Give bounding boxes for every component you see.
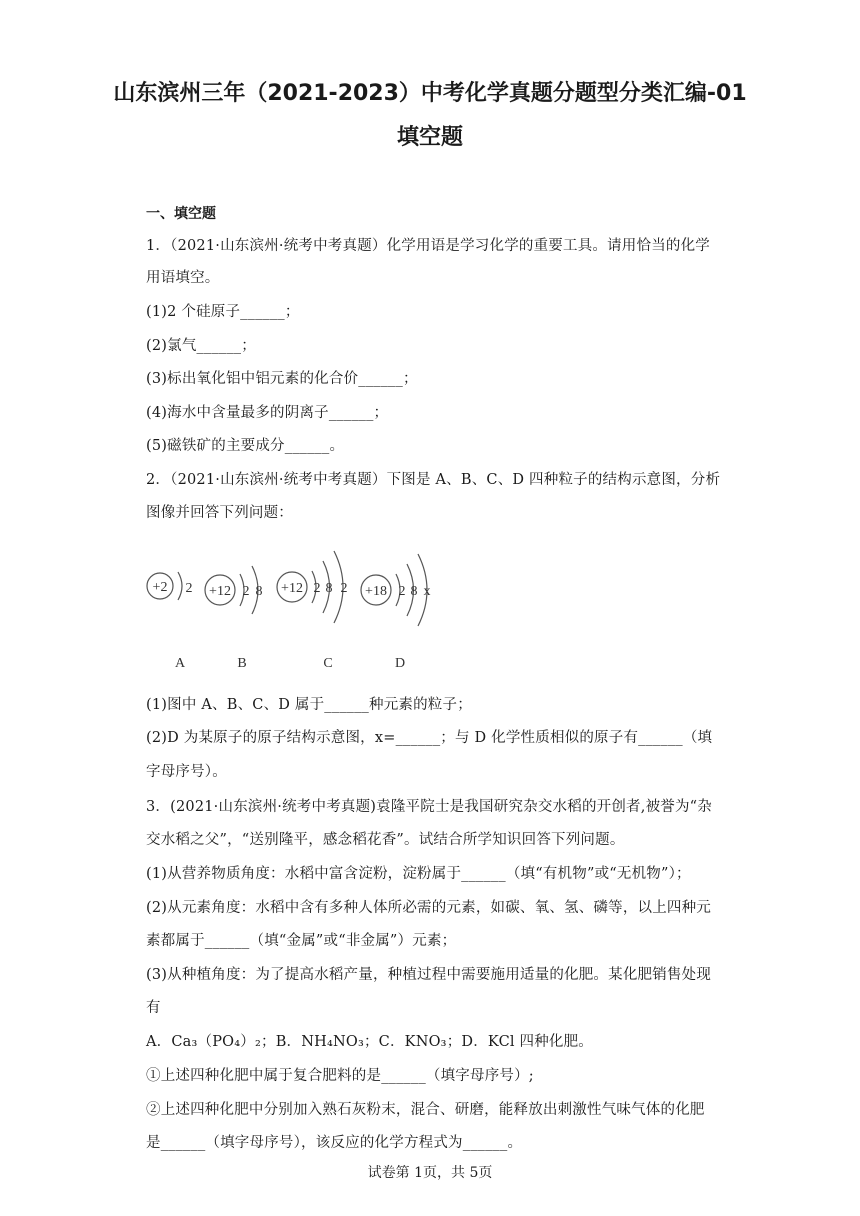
q2-stem-line1: 2．（2021·山东滨州·统考中考真题）下图是 A、B、C、D 四种粒子的结构示意图，分析 [146,472,721,488]
q3-sub2-line2: 是______（填字母序号），该反应的化学方程式为______。 [146,1135,523,1151]
document-title-line1: 山东滨州三年（2021-2023）中考化学真题分题型分类汇编-01 [113,81,747,106]
electron-count-d2: 8 [410,584,418,599]
q2-stem-line2: 图像并回答下列问题： [146,505,293,521]
q1-stem-line1: 1．（2021·山东滨州·统考中考真题）化学用语是学习化学的重要工具。请用恰当的化学 [146,238,710,254]
q1-part3: (3)标出氧化铝中铝元素的化合价______； [146,371,418,387]
nucleus-label-b: +12 [209,584,231,599]
diagram-label-d: D [394,656,406,671]
electron-count-d1: 2 [398,584,406,599]
q3-part3-line1: (3)从种植角度：为了提高水稻产量，种植过程中需要施用适量的化肥。某化肥销售处现 [146,967,712,983]
q1-part1: (1)2 个硅原子______； [146,304,300,320]
electron-count-c3: 2 [340,581,348,596]
q1-stem-line2: 用语填空。 [146,270,220,286]
atomic-structure-diagram [140,530,460,680]
electron-count-c1: 2 [313,581,321,596]
q1-part4: (4)海水中含量最多的阴离子______； [146,405,389,421]
q2-part1: (1)图中 A、B、C、D 属于______种元素的粒子； [146,697,472,713]
nucleus-label-d: +18 [365,584,387,599]
q3-sub2-line1: ②上述四种化肥中分别加入熟石灰粉末，混合、研磨，能释放出刺激性气味气体的化肥 [146,1102,705,1118]
diagram-label-c: C [323,656,333,671]
q3-stem-line2: 交水稻之父”，“送别隆平，感念稻花香”。试结合所学知识回答下列问题。 [146,832,625,848]
nucleus-label-c: +12 [281,581,303,596]
electron-count-b1: 2 [242,584,250,599]
electron-count-a1: 2 [185,581,193,596]
q3-part2-line2: 素都属于______（填“金属”或“非金属”）元素； [146,933,457,949]
atomic-structure-svg [140,530,460,680]
shell-arc-a1 [178,572,182,600]
q3-fertilizer-options: A．Ca₃（PO₄）₂；B．NH₄NO₃；C．KNO₃；D．KCl 四种化肥。 [146,1034,594,1050]
q3-part3-line2: 有 [146,1000,161,1016]
q3-part1: (1)从营养物质角度：水稻中富含淀粉，淀粉属于______（填“有机物”或“无机物”）； [146,866,691,882]
electron-count-b2: 8 [255,584,263,599]
electron-count-d3: x [423,584,431,599]
q2-part2-line2: 字母序号）。 [146,764,227,780]
nucleus-label-a: +2 [152,580,168,595]
document-title-line2: 填空题 [396,125,463,150]
diagram-label-b: B [237,656,247,671]
q3-sub1: ①上述四种化肥中属于复合肥料的是______（填字母序号）; [146,1068,534,1084]
q2-part2-line1: (2)D 为某原子的原子结构示意图，x=______；与 D 化学性质相似的原子有______（填 [146,730,713,746]
diagram-label-a: A [174,656,186,671]
page-footer: 试卷第 1页，共 5页 [367,1165,493,1181]
q1-part5: (5)磁铁矿的主要成分______。 [146,438,345,454]
electron-count-c2: 8 [325,581,333,596]
section-heading: 一、填空题 [146,206,216,222]
q3-part2-line1: (2)从元素角度：水稻中含有多种人体所必需的元素，如碳、氧、氢、磷等，以上四种元 [146,900,712,916]
q3-stem-line1: 3．(2021·山东滨州·统考中考真题)袁隆平院士是我国研究杂交水稻的开创者,被誉为“杂 [146,799,712,815]
q1-part2: (2)氯气______； [146,338,256,354]
